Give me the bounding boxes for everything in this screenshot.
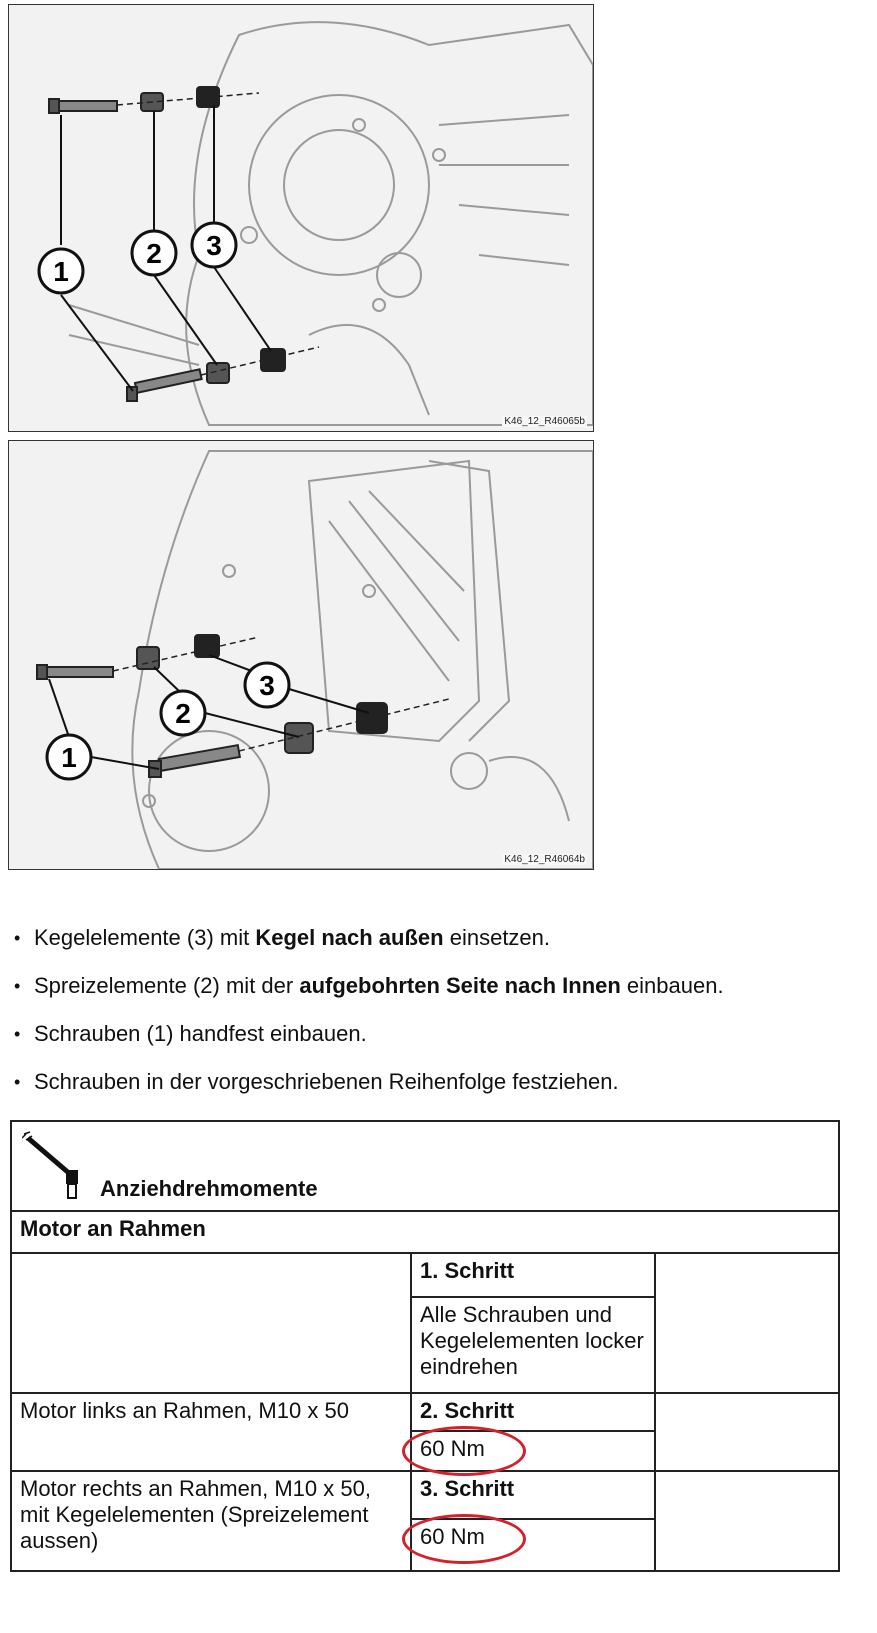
empty-cell <box>655 1471 839 1571</box>
bullet-icon: • <box>14 928 21 948</box>
empty-cell <box>655 1253 839 1393</box>
callout-2: 2 <box>146 238 162 269</box>
torque-section-title: Motor an Rahmen <box>11 1211 839 1253</box>
step-label: 1. Schritt <box>411 1253 655 1297</box>
instruction-item: • Kegelelemente (3) mit Kegel nach außen einsetzen. <box>14 925 551 950</box>
callout-3: 3 <box>259 670 275 701</box>
torque-table-header <box>11 1121 839 1211</box>
step-value: 60 Nm <box>411 1519 655 1571</box>
bullet-icon: • <box>14 1024 21 1044</box>
step-value: 60 Nm <box>411 1431 655 1471</box>
empty-cell <box>655 1393 839 1471</box>
bullet-icon: • <box>14 976 21 996</box>
torque-table-title: Anziehdrehmomente <box>100 1176 318 1201</box>
step-label: 2. Schritt <box>411 1393 655 1431</box>
bullet-icon: • <box>14 1072 21 1092</box>
torque-table <box>10 1120 840 1572</box>
callout-1: 1 <box>53 256 69 287</box>
row-label <box>11 1253 411 1393</box>
instruction-list <box>14 925 874 1117</box>
instruction-item: • Spreizelemente (2) mit der aufgebohrten Seite nach Innen einbauen. <box>14 973 724 998</box>
highlight-ring <box>402 1426 526 1476</box>
figure-id: K46_12_R46064b <box>504 854 585 865</box>
instruction-item: • Schrauben (1) handfest einbauen. <box>14 1021 367 1046</box>
torque-wrench-icon <box>22 1130 92 1208</box>
callout-3: 3 <box>206 230 222 261</box>
instruction-item: • Schrauben in der vorgeschriebenen Reihenfolge festziehen. <box>14 1069 619 1094</box>
row-label: Motor links an Rahmen, M10 x 50 <box>11 1393 411 1471</box>
row-label: Motor rechts an Rahmen, M10 x 50, mit Kegelelementen (Spreizelement aussen) <box>11 1471 411 1571</box>
step-label: 3. Schritt <box>411 1471 655 1519</box>
callout-2: 2 <box>175 698 191 729</box>
highlight-ring <box>402 1514 526 1564</box>
figure-id: K46_12_R46065b <box>504 416 585 427</box>
figure-bottom <box>8 440 594 870</box>
callout-1: 1 <box>61 742 77 773</box>
step-value: Alle Schrauben und Kegelelementen locker eindrehen <box>411 1297 655 1393</box>
figure-top <box>8 4 594 432</box>
